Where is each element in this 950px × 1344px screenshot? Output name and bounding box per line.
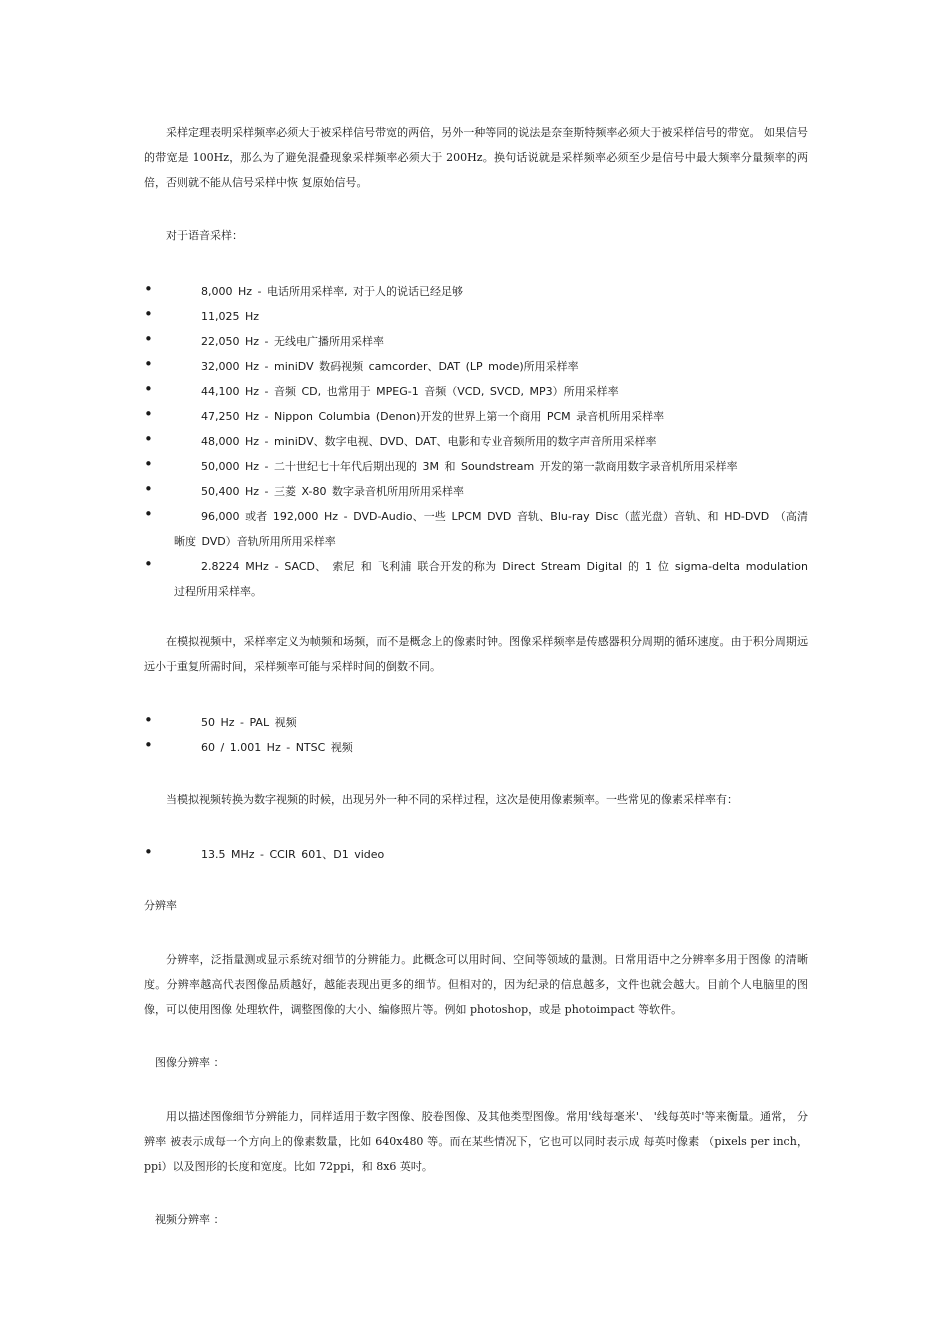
- list-item: [144, 279, 808, 304]
- digital-conversion-paragraph: 当模拟视频转换为数字视频的时候，出现另外一种不同的采样过程，这次是使用像素频率。一些常见的像素采样率有：: [166, 793, 738, 806]
- bullet-icon: •: [144, 330, 153, 348]
- image-resolution-label: 图像分辨率 ：: [155, 1056, 225, 1069]
- image-resolution-paragraph: 用以描述图像细节分辨能力，同样适用于数字图像、胶卷图像、及其他类型图像。常用'线每毫米'、 '线每英吋'等来衡量。通常， 分辨率 被表示成每一个方向上的像素数量，比如 640x480 等。而在某些情况下，它也可以同时表示成 每英吋像素 （pixels per inch，ppi）以及图形的长度和宽度。比如 72ppi，和 8x6 英吋。: [144, 1110, 808, 1173]
- list-item-text: 96,000 或者 192,000 Hz - DVD-Audio、一些 LPCM DVD 音轨、Blu-ray Disc（蓝光盘）音轨、和 HD-DVD （高清晰度 DVD）音轨所用所用采样率: [174, 510, 808, 548]
- list-item: [144, 304, 808, 329]
- list-item: [144, 735, 808, 760]
- list-item-text: 8,000 Hz - 电话所用采样率, 对于人的说话已经足够: [201, 285, 463, 298]
- bullet-icon: •: [144, 430, 153, 448]
- bullet-icon: •: [144, 505, 153, 523]
- video-frame-rate-list: [144, 710, 808, 760]
- list-item: [144, 504, 808, 554]
- list-item-text: 11,025 Hz: [201, 310, 260, 323]
- resolution-paragraph: 分辨率，泛指量测或显示系统对细节的分辨能力。此概念可以用时间、空间等领域的量测。日常用语中之分辨率多用于图像 的清晰度。分辨率越高代表图像品质越好，越能表现出更多的细节。但相对的，因为纪录的信息越多，文件也就会越大。目前个人电脑里的图像，可以使用图像 处理软件，调整图像的大小、编修照片等。例如 photoshop，或是 photoimpact 等软件。: [144, 953, 808, 1016]
- voice-sampling-label: 对于语音采样：: [166, 229, 243, 242]
- list-item: [144, 710, 808, 735]
- bullet-icon: •: [144, 480, 153, 498]
- list-item-text: 60 / 1.001 Hz - NTSC 视频: [201, 741, 353, 754]
- list-item-text: 44,100 Hz - 音频 CD, 也常用于 MPEG-1 音频（VCD, SVCD, MP3）所用采样率: [201, 385, 619, 398]
- list-item: [144, 842, 808, 867]
- bullet-icon: •: [144, 405, 153, 423]
- pixel-rate-list: [144, 842, 808, 867]
- bullet-icon: •: [144, 555, 153, 573]
- bullet-icon: •: [144, 736, 153, 754]
- analog-video-paragraph: 在模拟视频中，采样率定义为帧频和场频，而不是概念上的像素时钟。图像采样频率是传感器积分周期的循环速度。由于积分周期远远小于重复所需时间，采样频率可能与采样时间的倒数不同。: [144, 635, 808, 673]
- bullet-icon: •: [144, 711, 153, 729]
- list-item: [144, 379, 808, 404]
- list-item-text: 22,050 Hz - 无线电广播所用采样率: [201, 335, 384, 348]
- list-item: [144, 404, 808, 429]
- list-item-text: 13.5 MHz - CCIR 601、D1 video: [201, 848, 385, 861]
- list-item-text: 2.8224 MHz - SACD、 索尼 和 飞利浦 联合开发的称为 Direct Stream Digital 的 1 位 sigma-delta modulation 过程所用采样率。: [174, 560, 808, 598]
- bullet-icon: •: [144, 355, 153, 373]
- list-item-text: 32,000 Hz - miniDV 数码视频 camcorder、DAT (LP mode)所用采样率: [201, 360, 579, 373]
- voice-sampling-rate-list: [144, 279, 808, 604]
- video-resolution-label: 视频分辨率 ：: [155, 1213, 225, 1226]
- bullet-icon: •: [144, 380, 153, 398]
- list-item: [144, 479, 808, 504]
- list-item: [144, 329, 808, 354]
- bullet-icon: •: [144, 280, 153, 298]
- bullet-icon: •: [144, 843, 153, 861]
- list-item-text: 50,400 Hz - 三菱 X-80 数字录音机所用所用采样率: [201, 485, 464, 498]
- bullet-icon: •: [144, 455, 153, 473]
- bullet-icon: •: [144, 305, 153, 323]
- list-item: [144, 454, 808, 479]
- list-item: [144, 554, 808, 604]
- list-item-text: 50 Hz - PAL 视频: [201, 716, 297, 729]
- list-item: [144, 354, 808, 379]
- list-item: [144, 429, 808, 454]
- list-item-text: 50,000 Hz - 二十世纪七十年代后期出现的 3M 和 Soundstream 开发的第一款商用数字录音机所用采样率: [201, 460, 738, 473]
- list-item-text: 47,250 Hz - Nippon Columbia (Denon)开发的世界上第一个商用 PCM 录音机所用采样率: [201, 410, 665, 423]
- sampling-theorem-paragraph: 采样定理表明采样频率必须大于被采样信号带宽的两倍，另外一种等同的说法是奈奎斯特频率必须大于被采样信号的带宽。 如果信号的带宽是 100Hz，那么为了避免混叠现象采样频率必须大于 200Hz。换句话说就是采样频率必须至少是信号中最大频率分量频率的两倍，否则就不能从信号采样中恢 复原始信号。: [144, 126, 808, 189]
- list-item-text: 48,000 Hz - miniDV、数字电视、DVD、DAT、电影和专业音频所用的数字声音所用采样率: [201, 435, 657, 448]
- resolution-heading: 分辨率: [144, 899, 177, 912]
